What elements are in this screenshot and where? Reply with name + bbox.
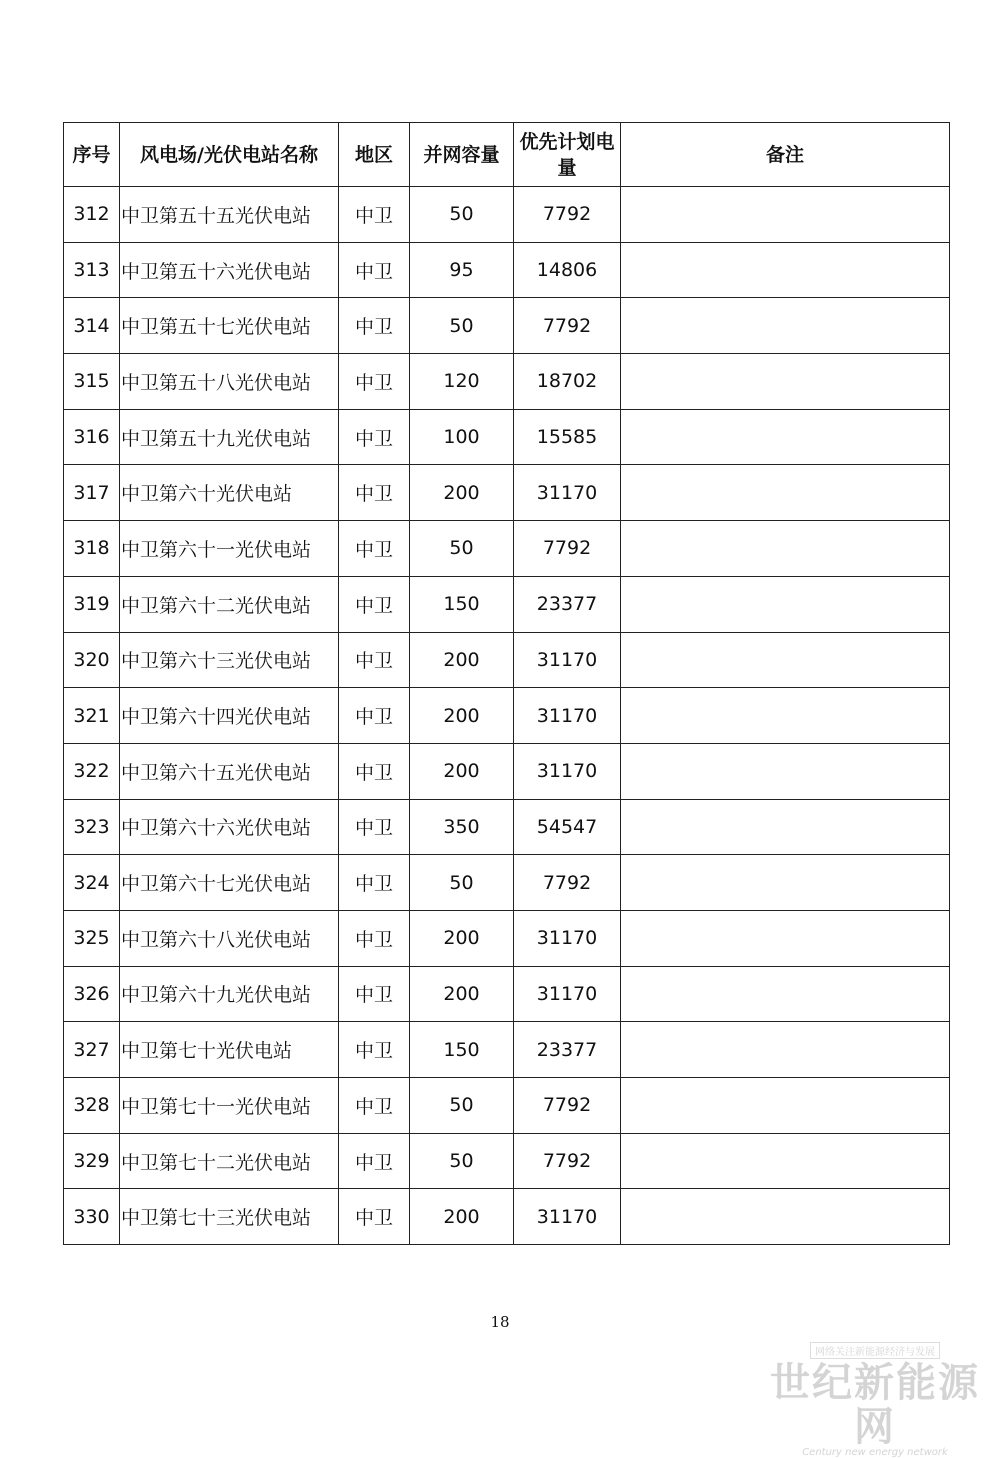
cell-priority: 31170 bbox=[514, 966, 621, 1022]
cell-remark bbox=[621, 1133, 950, 1189]
cell-capacity: 50 bbox=[410, 521, 514, 577]
cell-remark bbox=[621, 465, 950, 521]
cell-capacity: 200 bbox=[410, 966, 514, 1022]
table-row bbox=[64, 1022, 950, 1078]
cell-region: 中卫 bbox=[339, 966, 410, 1022]
table-row bbox=[64, 354, 950, 410]
cell-priority: 31170 bbox=[514, 743, 621, 799]
cell-region: 中卫 bbox=[339, 187, 410, 243]
cell-index: 314 bbox=[64, 298, 120, 354]
page-number: 18 bbox=[490, 1313, 510, 1331]
cell-name: 中卫第六十四光伏电站 bbox=[120, 688, 339, 744]
table-row bbox=[64, 298, 950, 354]
cell-remark bbox=[621, 576, 950, 632]
cell-capacity: 200 bbox=[410, 632, 514, 688]
priority-plan-table bbox=[63, 122, 950, 1245]
cell-region: 中卫 bbox=[339, 521, 410, 577]
cell-name: 中卫第六十三光伏电站 bbox=[120, 632, 339, 688]
cell-region: 中卫 bbox=[339, 465, 410, 521]
cell-remark bbox=[621, 910, 950, 966]
cell-name: 中卫第六十七光伏电站 bbox=[120, 855, 339, 911]
cell-name: 中卫第六十九光伏电站 bbox=[120, 966, 339, 1022]
cell-remark bbox=[621, 688, 950, 744]
cell-priority: 31170 bbox=[514, 632, 621, 688]
cell-remark bbox=[621, 632, 950, 688]
header-region: 地区 bbox=[339, 123, 410, 187]
cell-name: 中卫第五十七光伏电站 bbox=[120, 298, 339, 354]
cell-remark bbox=[621, 1189, 950, 1245]
cell-capacity: 150 bbox=[410, 576, 514, 632]
cell-index: 313 bbox=[64, 242, 120, 298]
cell-capacity: 50 bbox=[410, 1133, 514, 1189]
cell-region: 中卫 bbox=[339, 354, 410, 410]
cell-region: 中卫 bbox=[339, 1078, 410, 1134]
table-row bbox=[64, 521, 950, 577]
cell-capacity: 50 bbox=[410, 187, 514, 243]
cell-index: 325 bbox=[64, 910, 120, 966]
cell-priority: 7792 bbox=[514, 521, 621, 577]
cell-capacity: 120 bbox=[410, 354, 514, 410]
cell-region: 中卫 bbox=[339, 632, 410, 688]
cell-index: 328 bbox=[64, 1078, 120, 1134]
cell-region: 中卫 bbox=[339, 576, 410, 632]
table-row bbox=[64, 910, 950, 966]
cell-index: 312 bbox=[64, 187, 120, 243]
cell-name: 中卫第五十八光伏电站 bbox=[120, 354, 339, 410]
cell-priority: 23377 bbox=[514, 1022, 621, 1078]
table-row bbox=[64, 465, 950, 521]
table-row bbox=[64, 855, 950, 911]
table-row bbox=[64, 1133, 950, 1189]
cell-name: 中卫第六十六光伏电站 bbox=[120, 799, 339, 855]
cell-region: 中卫 bbox=[339, 242, 410, 298]
cell-remark bbox=[621, 855, 950, 911]
cell-capacity: 50 bbox=[410, 298, 514, 354]
cell-name: 中卫第七十二光伏电站 bbox=[120, 1133, 339, 1189]
cell-index: 315 bbox=[64, 354, 120, 410]
cell-capacity: 200 bbox=[410, 465, 514, 521]
cell-name: 中卫第六十二光伏电站 bbox=[120, 576, 339, 632]
cell-remark bbox=[621, 799, 950, 855]
cell-index: 323 bbox=[64, 799, 120, 855]
cell-capacity: 200 bbox=[410, 688, 514, 744]
cell-name: 中卫第六十五光伏电站 bbox=[120, 743, 339, 799]
cell-priority: 7792 bbox=[514, 1133, 621, 1189]
cell-capacity: 350 bbox=[410, 799, 514, 855]
header-capacity: 并网容量 bbox=[410, 123, 514, 187]
cell-priority: 54547 bbox=[514, 799, 621, 855]
table-header-row bbox=[64, 123, 950, 187]
cell-index: 319 bbox=[64, 576, 120, 632]
cell-priority: 7792 bbox=[514, 1078, 621, 1134]
cell-region: 中卫 bbox=[339, 910, 410, 966]
cell-capacity: 200 bbox=[410, 910, 514, 966]
header-index: 序号 bbox=[64, 123, 120, 187]
cell-remark bbox=[621, 1078, 950, 1134]
cell-priority: 14806 bbox=[514, 242, 621, 298]
watermark-tagline: 网络关注新能源经济与发展 bbox=[810, 1342, 940, 1359]
cell-capacity: 150 bbox=[410, 1022, 514, 1078]
cell-index: 330 bbox=[64, 1189, 120, 1245]
cell-capacity: 50 bbox=[410, 855, 514, 911]
table-row bbox=[64, 1189, 950, 1245]
cell-remark bbox=[621, 298, 950, 354]
table-row bbox=[64, 632, 950, 688]
cell-name: 中卫第六十一光伏电站 bbox=[120, 521, 339, 577]
cell-index: 318 bbox=[64, 521, 120, 577]
cell-remark bbox=[621, 1022, 950, 1078]
cell-priority: 23377 bbox=[514, 576, 621, 632]
cell-priority: 18702 bbox=[514, 354, 621, 410]
table-row bbox=[64, 743, 950, 799]
cell-index: 326 bbox=[64, 966, 120, 1022]
cell-index: 324 bbox=[64, 855, 120, 911]
cell-capacity: 100 bbox=[410, 409, 514, 465]
cell-region: 中卫 bbox=[339, 1022, 410, 1078]
table-row bbox=[64, 242, 950, 298]
cell-index: 317 bbox=[64, 465, 120, 521]
cell-name: 中卫第五十六光伏电站 bbox=[120, 242, 339, 298]
table-row bbox=[64, 187, 950, 243]
cell-index: 316 bbox=[64, 409, 120, 465]
cell-priority: 7792 bbox=[514, 855, 621, 911]
cell-priority: 31170 bbox=[514, 910, 621, 966]
cell-name: 中卫第六十光伏电站 bbox=[120, 465, 339, 521]
watermark-logo-text: 世纪新能源网 bbox=[770, 1359, 980, 1450]
site-watermark bbox=[760, 1340, 990, 1458]
cell-priority: 7792 bbox=[514, 187, 621, 243]
cell-remark bbox=[621, 966, 950, 1022]
cell-region: 中卫 bbox=[339, 298, 410, 354]
cell-region: 中卫 bbox=[339, 1189, 410, 1245]
cell-name: 中卫第七十一光伏电站 bbox=[120, 1078, 339, 1134]
cell-index: 320 bbox=[64, 632, 120, 688]
table-row bbox=[64, 409, 950, 465]
cell-region: 中卫 bbox=[339, 688, 410, 744]
cell-region: 中卫 bbox=[339, 743, 410, 799]
cell-priority: 31170 bbox=[514, 465, 621, 521]
cell-region: 中卫 bbox=[339, 409, 410, 465]
cell-remark bbox=[621, 409, 950, 465]
table-row bbox=[64, 576, 950, 632]
table-row bbox=[64, 799, 950, 855]
cell-name: 中卫第五十九光伏电站 bbox=[120, 409, 339, 465]
cell-capacity: 95 bbox=[410, 242, 514, 298]
cell-name: 中卫第七十三光伏电站 bbox=[120, 1189, 339, 1245]
cell-name: 中卫第七十光伏电站 bbox=[120, 1022, 339, 1078]
header-priority: 优先计划电量 bbox=[514, 123, 621, 187]
table-row bbox=[64, 688, 950, 744]
table-row bbox=[64, 1078, 950, 1134]
cell-region: 中卫 bbox=[339, 1133, 410, 1189]
cell-remark bbox=[621, 354, 950, 410]
cell-remark bbox=[621, 743, 950, 799]
header-remark: 备注 bbox=[621, 123, 950, 187]
cell-priority: 7792 bbox=[514, 298, 621, 354]
watermark-english: Century new energy network bbox=[802, 1447, 948, 1458]
cell-remark bbox=[621, 521, 950, 577]
cell-index: 327 bbox=[64, 1022, 120, 1078]
cell-priority: 31170 bbox=[514, 688, 621, 744]
cell-region: 中卫 bbox=[339, 855, 410, 911]
cell-priority: 31170 bbox=[514, 1189, 621, 1245]
cell-name: 中卫第六十八光伏电站 bbox=[120, 910, 339, 966]
table-row bbox=[64, 966, 950, 1022]
header-name: 风电场/光伏电站名称 bbox=[120, 123, 339, 187]
cell-index: 321 bbox=[64, 688, 120, 744]
cell-region: 中卫 bbox=[339, 799, 410, 855]
cell-priority: 15585 bbox=[514, 409, 621, 465]
cell-name: 中卫第五十五光伏电站 bbox=[120, 187, 339, 243]
cell-remark bbox=[621, 187, 950, 243]
cell-index: 329 bbox=[64, 1133, 120, 1189]
cell-capacity: 200 bbox=[410, 743, 514, 799]
cell-remark bbox=[621, 242, 950, 298]
cell-index: 322 bbox=[64, 743, 120, 799]
cell-capacity: 200 bbox=[410, 1189, 514, 1245]
cell-capacity: 50 bbox=[410, 1078, 514, 1134]
